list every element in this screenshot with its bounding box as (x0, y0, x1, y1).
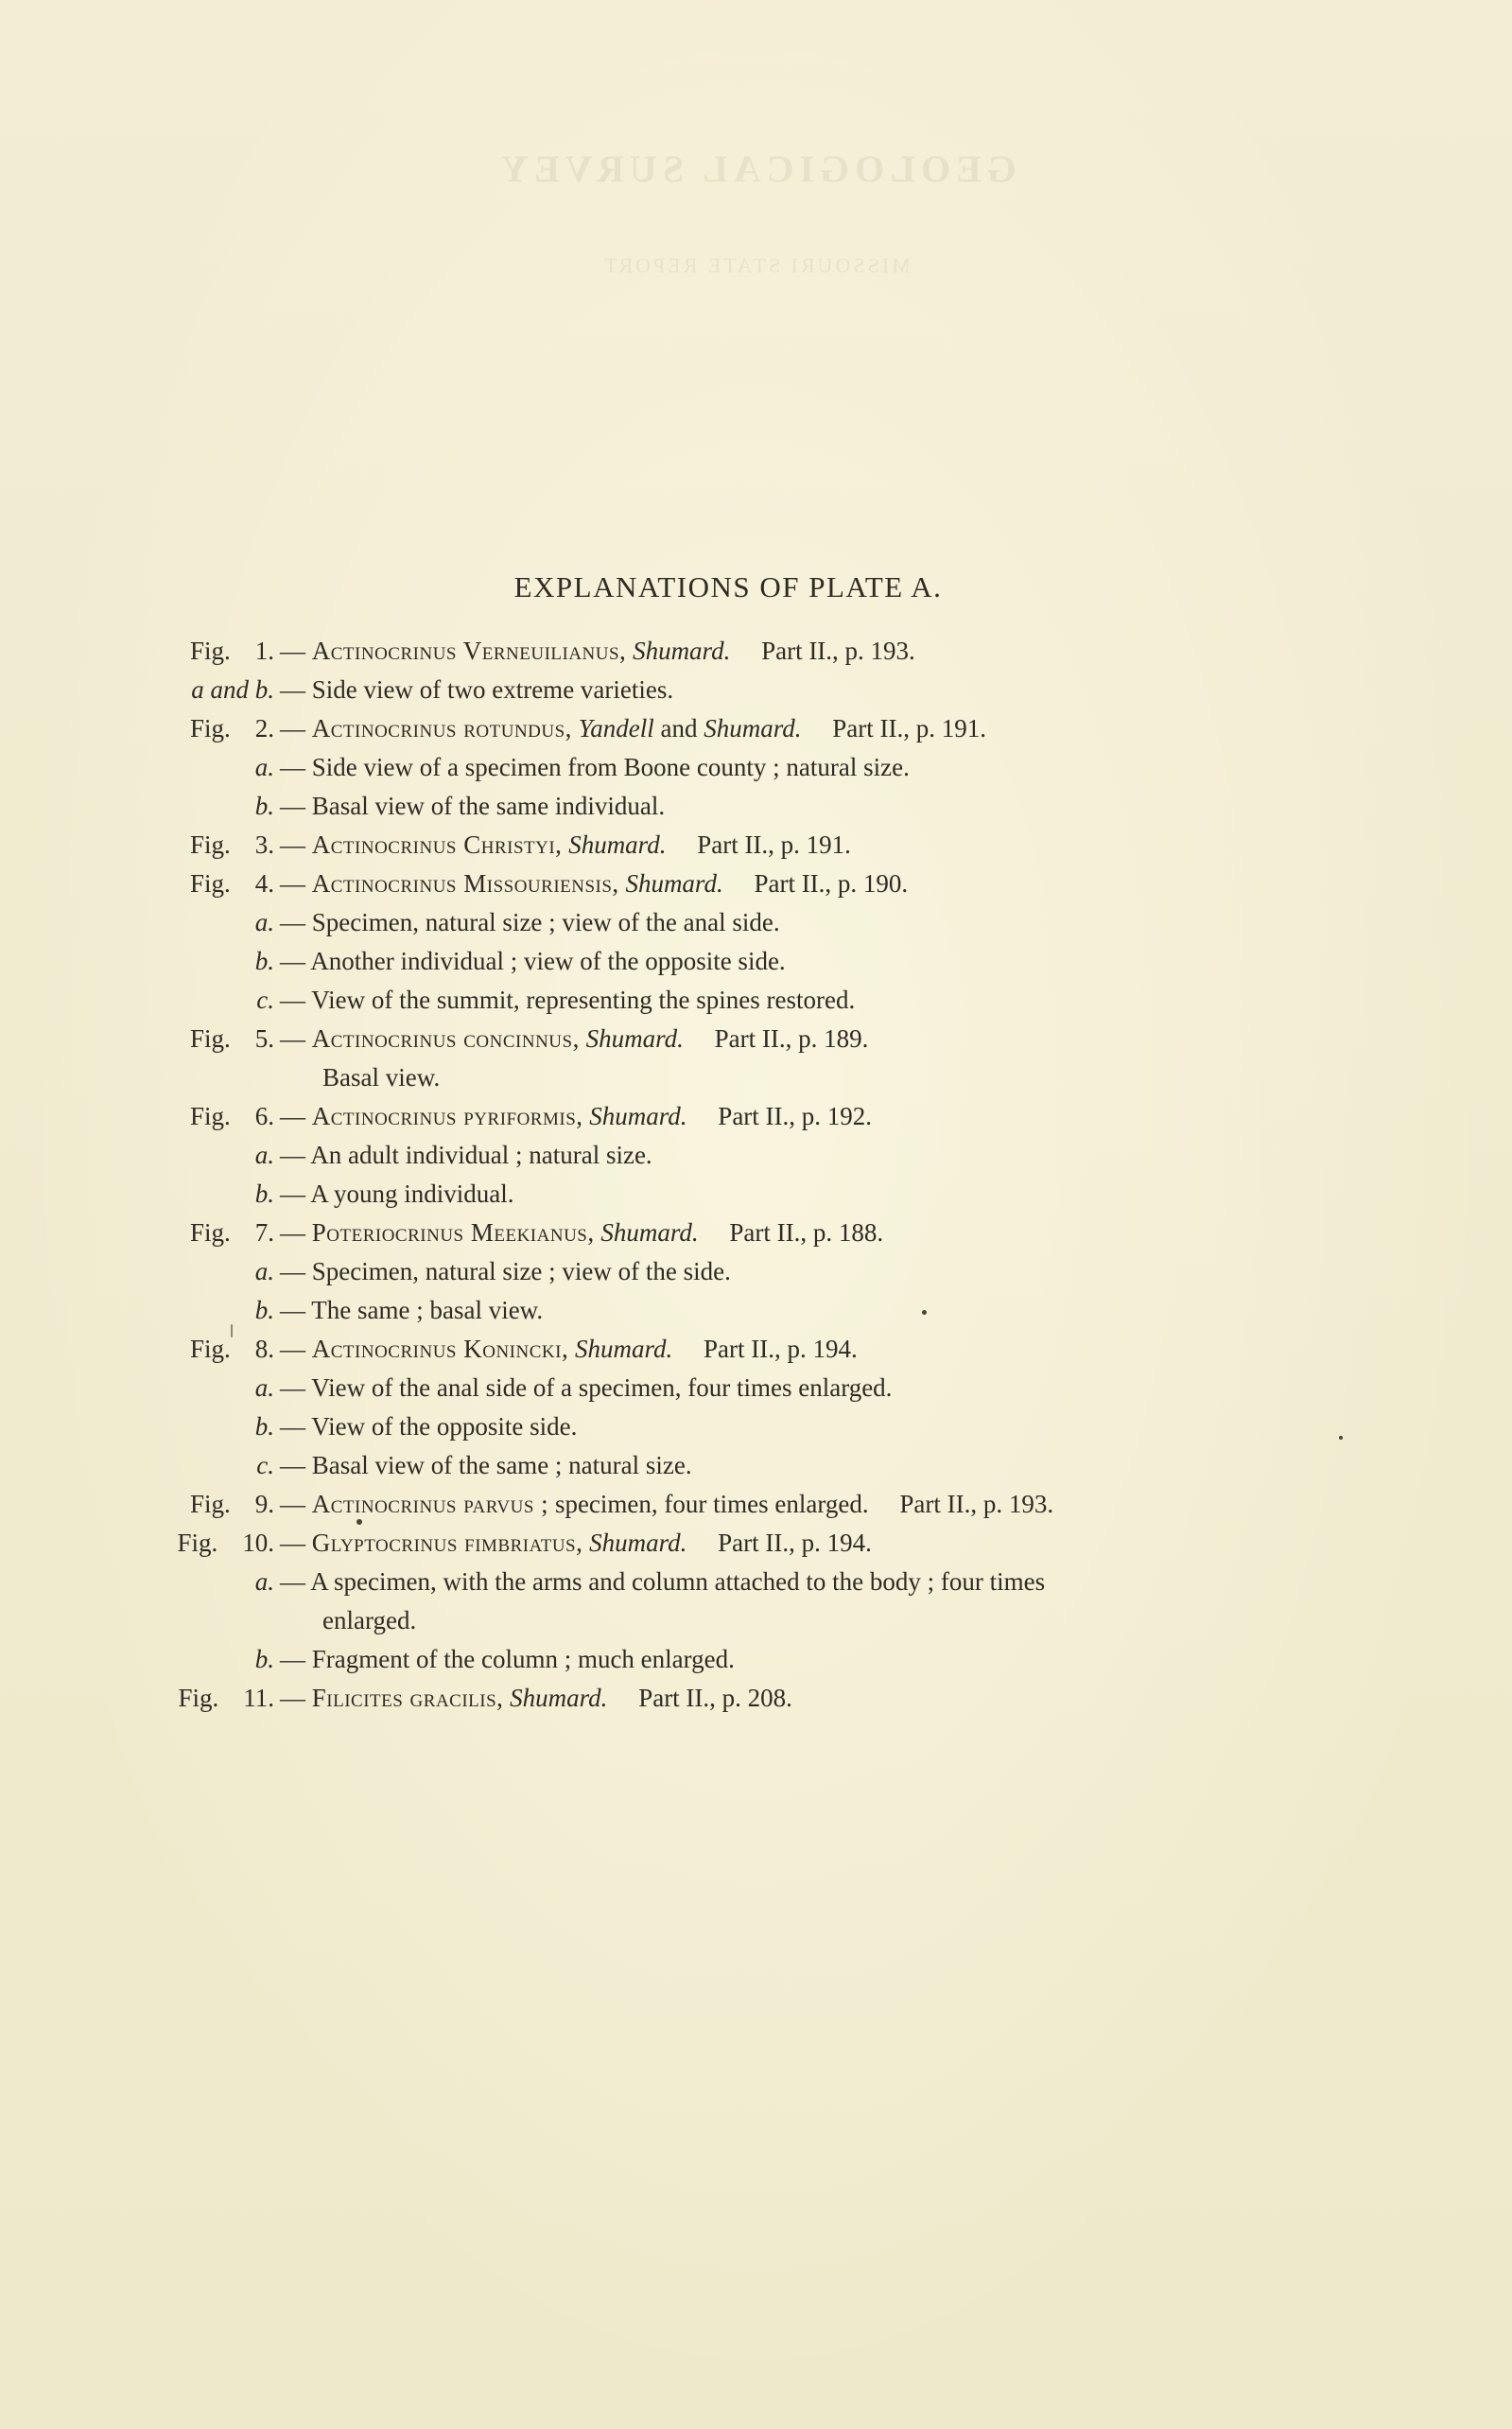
ink-speck (922, 1310, 927, 1315)
ink-speck (1339, 1436, 1343, 1440)
entry-text: — Fragment of the column ; much enlarged. (280, 1645, 735, 1673)
entry-text: — The same ; basal view. (280, 1296, 544, 1324)
entry-text: — Glyptocrinus fimbriatus, Shumard. Part II., p. 194. (280, 1529, 872, 1557)
entry-number: 1. (254, 637, 274, 665)
entry-number: c. (256, 1451, 274, 1479)
author-name: Shumard. (600, 1218, 699, 1247)
author-name: Shumard. (510, 1684, 608, 1712)
species-name: Actinocrinus concinnus, (311, 1024, 580, 1053)
author-joiner: and (660, 714, 698, 743)
sub-entry (0, 1446, 1512, 1485)
sub-entry (0, 903, 1512, 942)
entry-number: 2. (254, 714, 274, 743)
sub-entry (0, 748, 1512, 787)
page-reference: Part II., p. 193. (899, 1490, 1054, 1518)
entry-label (190, 1485, 274, 1524)
species-name: Glyptocrinus fimbriatus, (311, 1529, 583, 1557)
page-reference: Part II., p. 208. (638, 1684, 792, 1712)
entry-label (256, 1446, 274, 1485)
description-text: Fragment of the column ; much enlarged. (311, 1645, 735, 1673)
author-name: Shumard. (568, 830, 667, 859)
entry-number: b. (254, 1180, 274, 1208)
description-text: Side view of two extreme varieties. (311, 675, 674, 704)
entry-text: — Basal view of the same individual. (280, 792, 666, 820)
entry-label (190, 632, 274, 671)
description-text: A specimen, with the arms and column attached to the body ; four times (310, 1567, 1046, 1596)
fig-prefix: Fig. (189, 1024, 231, 1053)
entry-text: — A young individual. (280, 1180, 514, 1208)
fig-prefix: Fig. (189, 1490, 231, 1518)
species-name: Actinocrinus Konincki, (311, 1335, 569, 1363)
figure-entry (0, 709, 1512, 748)
figure-entry (0, 1020, 1512, 1058)
entry-number: a. (254, 908, 274, 936)
sub-entry (0, 787, 1512, 826)
entry-number: b. (254, 1296, 274, 1324)
page-reference: Part II., p. 190. (754, 869, 909, 898)
entry-label (177, 1524, 274, 1563)
figure-entry (0, 1679, 1512, 1718)
entry-text: — An adult individual ; natural size. (280, 1141, 652, 1169)
description-text: An adult individual ; natural size. (310, 1141, 652, 1169)
entry-label (255, 748, 274, 787)
entry-text: — Actinocrinus Christyi, Shumard. Part II., p. 191. (280, 830, 851, 859)
entry-text: — Filicites gracilis, Shumard. Part II., p. 208. (280, 1684, 792, 1712)
species-name: Actinocrinus Verneuilianus, (311, 637, 627, 665)
entry-label (255, 787, 274, 826)
entry-text: — Actinocrinus rotundus, Yandell and Shumard. Part II., p. 191. (280, 714, 986, 743)
fig-prefix: Fig. (177, 1529, 218, 1557)
entry-number: b. (254, 947, 274, 975)
entry-label (190, 1020, 274, 1058)
sub-entry (0, 1291, 1512, 1330)
author-name: Shumard. (704, 714, 802, 743)
entry-number: c. (256, 986, 274, 1014)
entry-label (190, 1214, 274, 1252)
entry-number: 5. (254, 1024, 274, 1053)
entry-label (255, 1407, 274, 1446)
entry-text: — A specimen, with the arms and column attached to the body ; four times (280, 1567, 1046, 1596)
sub-entry (0, 671, 1512, 709)
description-text: View of the anal side of a specimen, four times enlarged. (311, 1373, 893, 1402)
description-text: A young individual. (310, 1180, 514, 1208)
page-reference: Part II., p. 191. (697, 830, 851, 859)
entry-text: — Actinocrinus Missouriensis, Shumard. Part II., p. 190. (280, 869, 909, 898)
page-reference: Part II., p. 192. (718, 1102, 873, 1130)
entry-text: — Another individual ; view of the opposite side. (280, 947, 786, 975)
sub-entry (0, 1175, 1512, 1214)
entry-number: 8. (254, 1335, 274, 1363)
entry-continuation (0, 1058, 1512, 1097)
entry-number: 11. (243, 1684, 274, 1712)
entry-label (255, 1291, 274, 1330)
entry-label (255, 1252, 274, 1291)
entry-text: — Side view of a specimen from Boone county ; natural size. (280, 753, 910, 781)
description-text: Specimen, natural size ; view of the anal side. (311, 908, 780, 936)
fig-prefix: Fig. (189, 1218, 231, 1247)
entry-label (178, 1679, 274, 1718)
author-name: Shumard. (633, 637, 731, 665)
description-text: View of the summit, representing the spines restored. (311, 986, 856, 1014)
entry-label (255, 1563, 274, 1601)
figure-entry (0, 826, 1512, 865)
entry-text: — View of the opposite side. (280, 1412, 578, 1441)
figure-entry (0, 1214, 1512, 1252)
sub-entry (0, 1136, 1512, 1175)
page-reference: Part II., p. 193. (761, 637, 915, 665)
entry-number: a and b. (191, 675, 274, 704)
fig-prefix: Fig. (189, 637, 231, 665)
author-name: Shumard. (625, 869, 723, 898)
sub-entry (0, 1407, 1512, 1446)
entry-number: a. (254, 1567, 274, 1596)
sub-entry (0, 981, 1512, 1020)
page-reference: Part II., p. 191. (832, 714, 986, 743)
page-reference: Part II., p. 188. (729, 1218, 884, 1247)
species-name: Actinocrinus parvus ; (311, 1490, 549, 1518)
sub-entry (0, 1252, 1512, 1291)
entry-number: a. (254, 1257, 274, 1285)
description-text: Side view of a specimen from Boone county ; natural size. (311, 753, 910, 781)
sub-entry (0, 942, 1512, 981)
description-text: Basal view of the same ; natural size. (311, 1451, 692, 1479)
entry-number: a. (254, 1141, 274, 1169)
entry-text: — Actinocrinus concinnus, Shumard. Part II., p. 189. (280, 1024, 869, 1053)
description-text: The same ; basal view. (311, 1296, 544, 1324)
plate-explanation-list (0, 632, 1512, 1718)
fig-prefix: Fig. (189, 1102, 231, 1130)
entry-text: — Basal view of the same ; natural size. (280, 1451, 692, 1479)
continuation-text: enlarged. (322, 1606, 417, 1634)
entry-number: 6. (254, 1102, 274, 1130)
fig-prefix: Fig. (189, 869, 231, 898)
author-name: Shumard. (589, 1102, 687, 1130)
author-name: Shumard. (589, 1529, 687, 1557)
entry-number: 7. (254, 1218, 274, 1247)
page-reference: Part II., p. 189. (714, 1024, 869, 1053)
sub-entry (0, 1369, 1512, 1407)
entry-text: — Poteriocrinus Meekianus, Shumard. Part II., p. 188. (280, 1218, 884, 1247)
entry-number: 4. (254, 869, 274, 898)
sub-entry (0, 1640, 1512, 1679)
entry-label (255, 1136, 274, 1175)
entry-text: — Actinocrinus parvus ; specimen, four times enlarged. Part II., p. 193. (280, 1490, 1054, 1518)
entry-text: — Specimen, natural size ; view of the side. (280, 1257, 731, 1285)
entry-continuation (0, 1601, 1512, 1640)
fig-prefix: Fig. (189, 1335, 231, 1363)
entry-text: — Side view of two extreme varieties. (280, 675, 674, 704)
entry-text: — View of the summit, representing the spines restored. (280, 986, 856, 1014)
species-name: Actinocrinus rotundus, (311, 714, 572, 743)
author-name: Shumard. (574, 1335, 673, 1363)
fig-prefix: Fig. (189, 830, 231, 859)
entry-text: — Actinocrinus pyriformis, Shumard. Part II., p. 192. (280, 1102, 873, 1130)
species-name: Poteriocrinus Meekianus, (311, 1218, 595, 1247)
entry-label (190, 826, 274, 865)
description-text: specimen, four times enlarged. (554, 1490, 869, 1518)
ink-speck (231, 1324, 233, 1337)
entry-label (255, 1369, 274, 1407)
species-name: Actinocrinus pyriformis, (311, 1102, 583, 1130)
entry-label (190, 1097, 274, 1136)
figure-entry (0, 865, 1512, 903)
ink-speck (356, 1519, 362, 1525)
entry-text: — View of the anal side of a specimen, four times enlarged. (280, 1373, 893, 1402)
author-name: Yandell (578, 714, 654, 743)
author-name: Shumard. (585, 1024, 684, 1053)
figure-entry (0, 1524, 1512, 1563)
species-name: Actinocrinus Missouriensis, (311, 869, 619, 898)
entry-number: 3. (254, 830, 274, 859)
bleed-through-heading: GEOLOGICAL SURVEY (495, 148, 1017, 190)
entry-label (255, 903, 274, 942)
fig-prefix: Fig. (189, 714, 231, 743)
page-reference: Part II., p. 194. (703, 1335, 858, 1363)
entry-label (190, 709, 274, 748)
species-name: Filicites gracilis, (311, 1684, 504, 1712)
figure-entry (0, 1330, 1512, 1369)
entry-number: 10. (242, 1529, 274, 1557)
entry-label (190, 865, 274, 903)
entry-label (255, 1640, 274, 1679)
species-name: Actinocrinus Christyi, (311, 830, 563, 859)
description-text: Specimen, natural size ; view of the side. (311, 1257, 731, 1285)
entry-label (256, 981, 274, 1020)
entry-label (255, 942, 274, 981)
page-reference: Part II., p. 194. (718, 1529, 872, 1557)
sub-entry (0, 1563, 1512, 1601)
description-text: View of the opposite side. (311, 1412, 578, 1441)
fig-prefix: Fig. (178, 1684, 219, 1712)
continuation-text: Basal view. (322, 1063, 441, 1092)
figure-entry (0, 632, 1512, 671)
entry-number: b. (254, 1645, 274, 1673)
entry-number: a. (254, 753, 274, 781)
entry-number: a. (254, 1373, 274, 1402)
figure-entry (0, 1485, 1512, 1524)
description-text: Basal view of the same individual. (311, 792, 666, 820)
description-text: Another individual ; view of the opposite side. (310, 947, 786, 975)
entry-number: 9. (254, 1490, 274, 1518)
entry-text: — Specimen, natural size ; view of the anal side. (280, 908, 780, 936)
entry-text: — Actinocrinus Verneuilianus, Shumard. Part II., p. 193. (280, 637, 915, 665)
bleed-through-subheading: MISSOURI STATE REPORT (601, 253, 911, 277)
entry-text: — Actinocrinus Konincki, Shumard. Part II., p. 194. (280, 1335, 858, 1363)
entry-label (191, 671, 274, 709)
entry-number: b. (254, 1412, 274, 1441)
entry-label (255, 1175, 274, 1214)
figure-entry (0, 1097, 1512, 1136)
entry-number: b. (254, 792, 274, 820)
page-title: EXPLANATIONS OF PLATE A. (513, 570, 943, 603)
